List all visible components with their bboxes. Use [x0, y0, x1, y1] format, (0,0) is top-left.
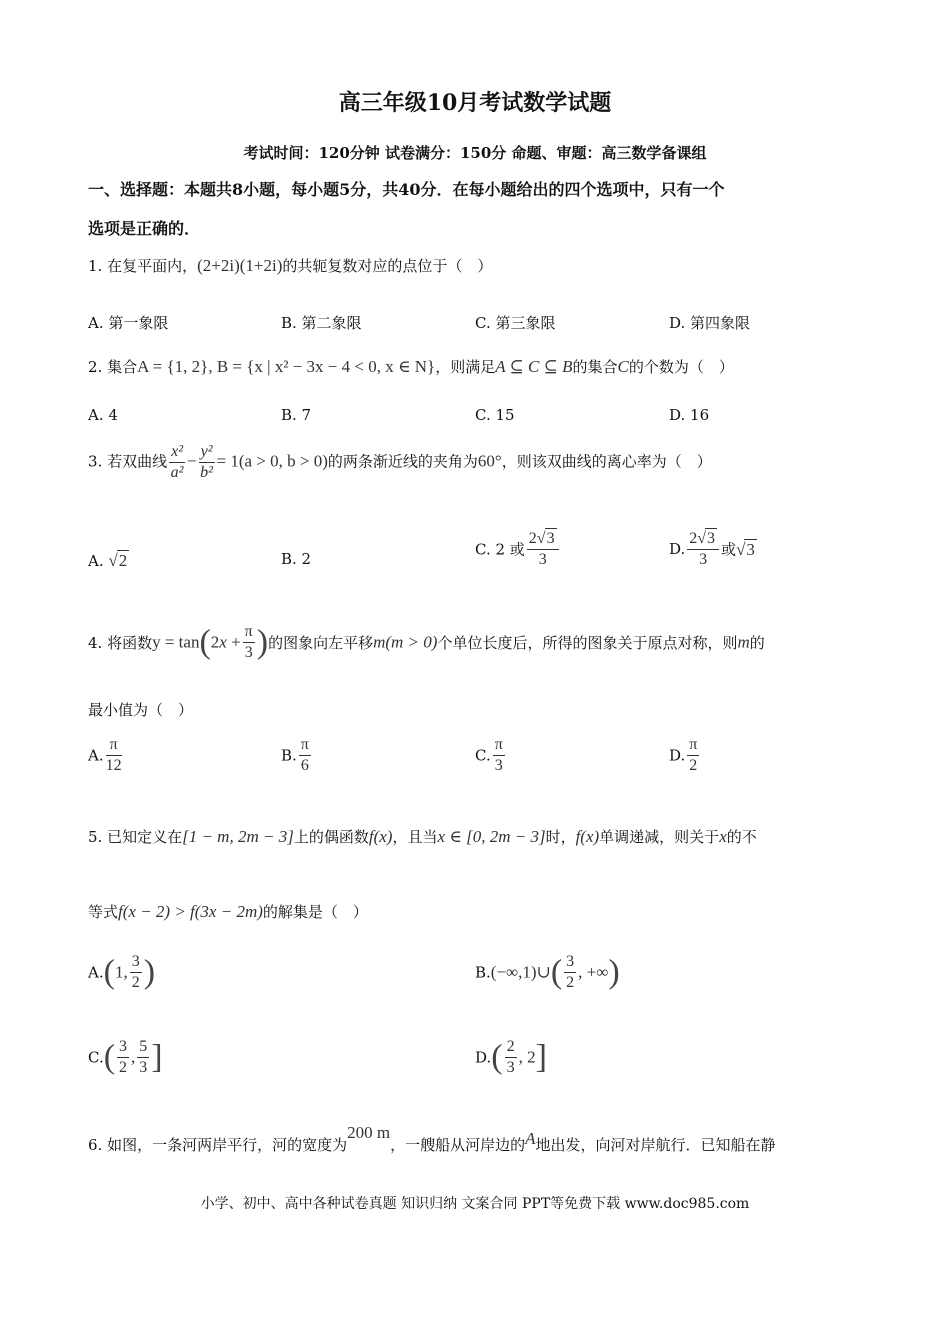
q5-var-x: x [719, 827, 727, 846]
q3-frac-y2-b2: $\frac{\text{y²}}{\text{b²}}$ [200, 443, 213, 481]
q4-option-a: A. $\frac{\pi}{12}$ [88, 736, 122, 774]
q4-end: 的 [749, 634, 765, 652]
q1-option-b: B. 第二象限 [281, 314, 362, 332]
q2-mid: ，则满足 [435, 358, 496, 376]
q1-prefix: 1. 在复平面内， [88, 257, 198, 275]
q1-option-d: D. 第四象限 [669, 314, 751, 332]
q6-prefix: 6. 如图，一条河两岸平行，河的宽度为 [88, 1136, 348, 1154]
question-5 [88, 826, 757, 847]
question-6 [88, 1123, 776, 1155]
q3-frac-x2-a2: $\frac{\text{x²}}{\text{a²}}$ [170, 443, 184, 481]
q5-mid3: 时， [545, 828, 576, 846]
q5-mid4: 单调递减，则关于 [599, 828, 720, 846]
q3-condition: = 1(a > 0, b > 0) [216, 451, 328, 471]
q5-condition: x ∈ [0, 2m − 3] [437, 827, 546, 846]
q5-inequality: f(x − 2) > f(3x − 2m) [118, 902, 263, 921]
q4-function: y = tan [152, 632, 200, 652]
q6-suffix: 地出发，向河对岸航行．已知船在静 [535, 1136, 776, 1154]
q1-option-c: C. 第三象限 [475, 314, 556, 332]
q5-option-b: B.(−∞,1)∪( $\frac{3}{2}$ , +∞) [475, 953, 620, 991]
q1-expression: (2+2i)(1+2i) [197, 256, 283, 275]
q3-suffix: ，则该双曲线的离心率为（ ） [501, 452, 712, 471]
q4-line2: 最小值为（ ） [88, 701, 194, 719]
q6-mid: ，一艘船从河岸边的 [390, 1136, 526, 1154]
q2-condition: A ⊆ C ⊆ B [495, 357, 573, 376]
q5-interval: [1 − m, 2m − 3] [182, 827, 294, 846]
q5-line2: 等式f(x − 2) > f(3x − 2m)的解集是（ ） [88, 902, 368, 921]
q3-option-c: C. 2 或 $\frac{2√3}{3}$ [475, 528, 561, 570]
q5-prefix: 5. 已知定义在 [88, 828, 183, 846]
question-1 [88, 255, 492, 276]
q2-option-b: B. 7 [281, 406, 312, 424]
q1-option-a: A. 第一象限 [88, 314, 169, 332]
q2-set-a: A = {1, 2}, [137, 357, 217, 376]
q5-mid2: ，且当 [392, 828, 438, 846]
q2-set-b: B = {x | x² − 3x − 4 < 0, x ∈ N} [216, 357, 436, 376]
q4-suffix: 个单位长度后，所得的图象关于原点对称，则 [437, 634, 738, 652]
q5-option-a: A.(1, $\frac{3}{2}$ ) [88, 953, 156, 991]
q3-angle: 60° [477, 451, 502, 471]
q3-option-b: B. 2 [281, 550, 312, 568]
q4-option-d: D. $\frac{\pi}{2}$ [669, 736, 698, 774]
section-heading-line1: 一、选择题：本题共8小题，每小题5分，共40分．在每小题给出的四个选项中，只有一个 [88, 180, 725, 199]
q2-suffix: 的个数为（ ） [628, 358, 734, 376]
q5-option-c: C.( $\frac{3}{2}$ , $\frac{5}{3}$ ] [88, 1038, 163, 1076]
q1-suffix: 的共轭复数对应的点位于（ ） [282, 257, 493, 275]
q3-option-d: D. $\frac{2√3}{3}$ 或√3 [669, 530, 755, 568]
q5-end: 的不 [726, 828, 757, 846]
q3-prefix: 3. 若双曲线 [88, 452, 168, 471]
q5-mid: 上的偶函数 [293, 828, 369, 846]
q4-mid: 的图象向左平移 [268, 634, 374, 652]
q5-fx-2: f(x) [575, 827, 600, 846]
question-4: 4. 将函数y = tan(2x + $\frac{\pi}{3}$ )的图象向左平移m(m > 0)个单位长度后，所得的图象关于原点对称，则m的 [88, 623, 765, 661]
q2-prefix: 2. 集合 [88, 358, 138, 376]
question-3: 3. 若双曲线 $\frac{\text{x²}}{\text{a²}}$ − $\frac{\text{y²}}{\text{b²}}$ = 1(a > 0, b > 0)的两条渐近线的夹角为60°，则该双曲线的离心率为（ ） [88, 443, 712, 481]
q6-point-a: A [525, 1129, 536, 1148]
q2-option-c: C. 15 [475, 406, 515, 424]
q4-var-m: m [737, 632, 750, 652]
exam-info: 考试时间：120分钟 试卷满分：150分 命题、审题：高三数学备课组 [243, 144, 707, 162]
q5-fx: f(x) [368, 827, 393, 846]
q2-option-a: A. 4 [88, 406, 118, 424]
q3-option-a: A. √2 [88, 551, 128, 570]
q4-option-c: C. $\frac{\pi}{3}$ [475, 736, 503, 774]
q4-shift: m(m > 0) [373, 632, 438, 652]
section-heading-line2: 选项是正确的． [88, 219, 201, 238]
page-footer: 小学、初中、高中各种试卷真题 知识归纳 文案合同 PPT等免费下载 www.doc985.com [200, 1196, 750, 1212]
q3-mid: 的两条渐近线的夹角为 [327, 452, 478, 471]
q2-option-d: D. 16 [669, 406, 710, 424]
q4-option-b: B. $\frac{\pi}{6}$ [281, 736, 309, 774]
q2-var-c: C [617, 357, 629, 376]
q5-option-d: D.( $\frac{2}{3}$ , 2] [475, 1038, 547, 1076]
q6-width: 200 m [347, 1123, 391, 1142]
q4-prefix: 4. 将函数 [88, 634, 153, 652]
page-title: 高三年级10月考试数学试题 [338, 90, 612, 116]
q2-mid2: 的集合 [572, 358, 618, 376]
question-2 [88, 356, 734, 377]
